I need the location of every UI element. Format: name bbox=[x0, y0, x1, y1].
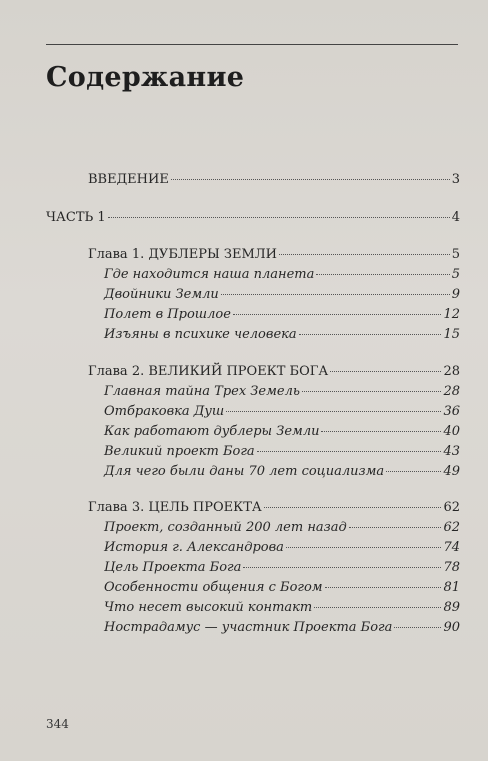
toc-entry-label: ЧАСТЬ 1 bbox=[46, 210, 106, 225]
toc-entry-section bbox=[104, 267, 460, 282]
dot-leader bbox=[386, 471, 441, 472]
dot-leader bbox=[394, 627, 441, 628]
toc-entry-part-1 bbox=[46, 210, 460, 225]
dot-leader bbox=[349, 527, 442, 528]
toc-entry-page: 81 bbox=[443, 580, 460, 595]
toc-entry-label: Проект, созданный 200 лет назад bbox=[104, 520, 347, 535]
toc-entry-section bbox=[104, 404, 460, 419]
toc-entry-chapter-3 bbox=[88, 500, 460, 515]
toc-entry-page: 3 bbox=[451, 172, 460, 187]
toc-entry-section bbox=[104, 287, 460, 302]
dot-leader bbox=[226, 411, 441, 412]
toc-entry-label: Особенности общения с Богом bbox=[104, 580, 323, 595]
toc-entry-page: 49 bbox=[443, 464, 460, 479]
toc-entry-label: Великий проект Бога bbox=[104, 444, 255, 459]
toc-entry-label: Двойники Земли bbox=[104, 287, 219, 302]
toc-entry-page: 4 bbox=[451, 210, 460, 225]
toc-entry-section bbox=[104, 307, 460, 322]
toc-entry-intro bbox=[88, 172, 460, 187]
toc-entry-label: Цель Проекта Бога bbox=[104, 560, 242, 575]
toc-entry-label: Глава 1. ДУБЛЕРЫ ЗЕМЛИ bbox=[88, 247, 277, 262]
toc-entry-chapter-2 bbox=[88, 364, 460, 379]
dot-leader bbox=[302, 391, 442, 392]
toc-entry-label: Глава 2. ВЕЛИКИЙ ПРОЕКТ БОГА bbox=[88, 364, 329, 379]
dot-leader bbox=[325, 587, 442, 588]
toc-entry-page: 74 bbox=[443, 540, 460, 555]
toc-entry-label: Что несет высокий контакт bbox=[104, 600, 313, 615]
dot-leader bbox=[316, 274, 449, 275]
toc-entry-page: 9 bbox=[451, 287, 460, 302]
toc-entry-page: 90 bbox=[443, 620, 460, 635]
toc-entry-section bbox=[104, 580, 460, 595]
toc-entry-section bbox=[104, 464, 460, 479]
toc-entry-label: Как работают дублеры Земли bbox=[104, 424, 320, 439]
toc-entry-label: Нострадамус — участник Проекта Бога bbox=[104, 620, 393, 635]
toc-entry-section bbox=[104, 444, 460, 459]
toc-entry-page: 62 bbox=[443, 500, 460, 515]
toc-entry-page: 78 bbox=[443, 560, 460, 575]
dot-leader bbox=[233, 314, 442, 315]
dot-leader bbox=[264, 507, 442, 508]
toc-entry-page: 36 bbox=[443, 404, 460, 419]
toc-entry-section bbox=[104, 560, 460, 575]
dot-leader bbox=[330, 371, 441, 372]
page-number: 344 bbox=[46, 717, 69, 731]
dot-leader bbox=[279, 254, 450, 255]
dot-leader bbox=[286, 547, 442, 548]
toc-entry-page: 28 bbox=[443, 384, 460, 399]
dot-leader bbox=[221, 294, 450, 295]
toc-entry-label: ВВЕДЕНИЕ bbox=[88, 172, 169, 187]
toc-entry-label: Глава 3. ЦЕЛЬ ПРОЕКТА bbox=[88, 500, 262, 515]
dot-leader bbox=[299, 334, 442, 335]
toc-entry-label: Где находится наша планета bbox=[104, 267, 315, 282]
toc-entry-page: 15 bbox=[443, 327, 460, 342]
toc-entry-page: 62 bbox=[443, 520, 460, 535]
toc-entry-page: 40 bbox=[443, 424, 460, 439]
toc-entry-page: 5 bbox=[451, 247, 460, 262]
toc-entry-section bbox=[104, 327, 460, 342]
dot-leader bbox=[314, 607, 441, 608]
toc-entry-label: История г. Александрова bbox=[104, 540, 284, 555]
dot-leader bbox=[108, 217, 450, 218]
toc-entry-label: Главная тайна Трех Земель bbox=[104, 384, 300, 399]
page-title: Содержание bbox=[46, 62, 245, 93]
toc-entry-section bbox=[104, 620, 460, 635]
toc-entry-section bbox=[104, 520, 460, 535]
top-rule bbox=[46, 44, 458, 45]
toc-entry-section bbox=[104, 600, 460, 615]
dot-leader bbox=[257, 451, 442, 452]
dot-leader bbox=[171, 179, 450, 180]
toc-entry-label: Отбраковка Душ bbox=[104, 404, 225, 419]
toc-entry-label: Полет в Прошлое bbox=[104, 307, 231, 322]
toc-entry-page: 28 bbox=[443, 364, 460, 379]
dot-leader bbox=[243, 567, 441, 568]
toc-entry-section bbox=[104, 424, 460, 439]
toc-entry-page: 89 bbox=[443, 600, 460, 615]
toc-entry-section bbox=[104, 384, 460, 399]
toc-entry-page: 43 bbox=[443, 444, 460, 459]
toc-entry-page: 12 bbox=[443, 307, 460, 322]
toc-entry-page: 5 bbox=[451, 267, 460, 282]
dot-leader bbox=[321, 431, 441, 432]
toc-entry-chapter-1 bbox=[88, 247, 460, 262]
toc-entry-section bbox=[104, 540, 460, 555]
toc-entry-label: Для чего были даны 70 лет социализма bbox=[104, 464, 385, 479]
toc-entry-label: Изъяны в психике человека bbox=[104, 327, 297, 342]
